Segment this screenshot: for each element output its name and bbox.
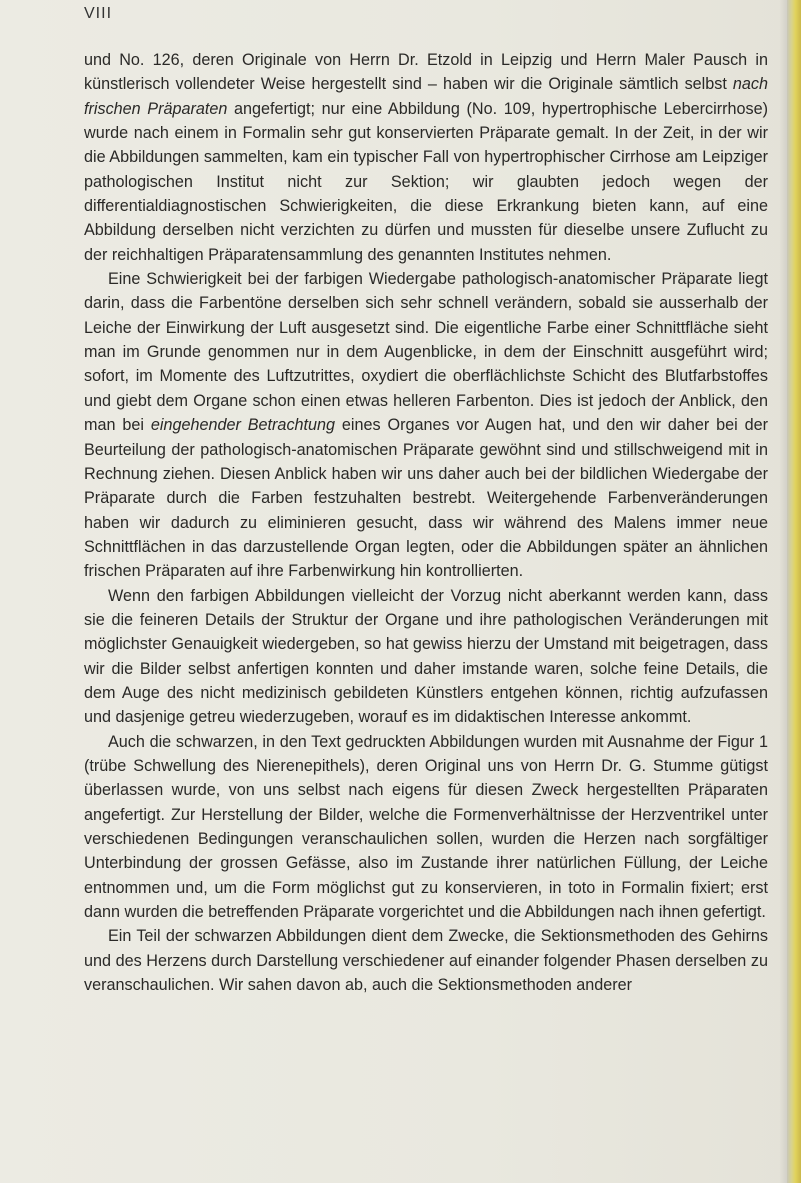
page-number: VIII [84, 5, 113, 22]
paragraph-4 [84, 730, 768, 925]
paragraph-1-text-b: angefertigt; nur eine Abbildung (No. 109, hypertrophische Lebercirrhose) wurde nach einem in Formalin sehr gut konservierten Präparate gemalt. In der Zeit, in der wir die Abbildungen sammelten, kam ein typischer Fall von hypertrophischer Cirrhose am Leipziger pathologischen Institut nicht zur Sektion; wir glaubten jedoch wegen der differentialdiagnostischen Schwierigkeiten, die diese Erkrankung bieten kann, auf eine Abbildung derselben nicht verzichten zu dürfen und mussten für dieselbe unsere Zuflucht zu der reichhaltigen Präparatensammlung des genannten Institutes nehmen. [84, 99, 768, 264]
body-text [84, 48, 768, 997]
paragraph-3 [84, 584, 768, 730]
paragraph-2-emphasis: eingehender Betrachtung [150, 416, 336, 435]
paragraph-1 [84, 48, 768, 267]
page-edge-shadow [779, 0, 787, 1183]
page-edge-stain [787, 0, 801, 1183]
paragraph-1-text-a: und No. 126, deren Originale von Herrn Dr. Etzold in Leipzig und Herrn Maler Pausch in künstlerisch vollendeter Weise hergestellt sind – haben wir die Originale sämtlich selbst [84, 51, 768, 94]
paragraph-2 [84, 267, 768, 583]
paragraph-3-text: Wenn den farbigen Abbildungen vielleicht der Vorzug nicht aberkannt werden kann, dass sie die feineren Details der Struktur der Organe und ihre pathologischen Veränderungen mit möglichster Genauigkeit wiedergeben, so hat gewiss hierzu der Umstand mit beigetragen, dass wir die Bilder selbst anfertigen konnten und daher imstande waren, solche feine Details, die dem Auge des nicht medizinisch gebildeten Künstlers entgehen können, richtig aufzufassen und dasjenige getreu wiederzugeben, worauf es im didaktischen Interesse ankommt. [84, 586, 768, 727]
paragraph-2-text-a: Eine Schwierigkeit bei der farbigen Wiedergabe pathologisch-anatomischer Präparate liegt darin, dass die Farbentöne derselben sich sehr schnell verändern, sobald sie ausserhalb der Leiche der Einwirkung der Luft ausgesetzt sind. Die eigentliche Farbe einer Schnittfläche sieht man im Grunde genommen nur in dem Augenblicke, in dem der Einschnitt ausgeführt wird; sofort, im Momente des Luftzutrittes, oxydiert die oberflächlichste Schicht des Blutfarbstoffes und giebt dem Organe schon einen etwas helleren Farbenton. Dies ist jedoch der Anblick, den man bei [84, 270, 768, 435]
paragraph-4-text: Auch die schwarzen, in den Text gedruckten Abbildungen wurden mit Ausnahme der Figur 1 (trübe Schwellung des Nierenepithels), deren Original uns von Herrn Dr. G. Stumme gütigst überlassen wurde, von uns selbst nach eigens für diesen Zweck hergestellten Präparaten angefertigt. Zur Herstellung der Bilder, welche die Formenverhältnisse der Herzventrikel unter verschiedenen Bedingungen veranschaulichen sollen, wurden die Herzen nach sorgfältiger Unterbindung der grossen Gefässe, also im Zustande ihrer natürlichen Füllung, der Leiche entnommen und, um die Form möglichst gut zu konservieren, in toto in Formalin fixiert; erst dann wurden die betreffenden Präparate vorgerichtet und die Abbildungen nach ihnen gefertigt. [84, 732, 768, 922]
paragraph-5 [84, 924, 768, 997]
paragraph-1-emphasis: nach frischen Präparaten [84, 75, 768, 118]
paragraph-2-text-b: eines Organes vor Augen hat, und den wir daher bei der Beurteilung der pathologisch-anatomischen Präparate gewöhnt sind und stillschweigend mit in Rechnung ziehen. Diesen Anblick haben wir uns daher auch bei der bildlichen Wiedergabe der Präparate durch die Farben festzuhalten bestrebt. Weitergehende Farbenveränderungen haben wir dadurch zu eliminieren gesucht, dass wir während des Malens immer neue Schnittflächen in das darzustellende Organ legten, oder die Abbildungen später an ähnlichen frischen Präparaten auf ihre Farbenwirkung hin kontrollierten. [84, 416, 768, 581]
paragraph-5-text: Ein Teil der schwarzen Abbildungen dient dem Zwecke, die Sektionsmethoden des Gehirns und des Herzens durch Darstellung verschiedener auf einander folgender Phasen derselben zu veranschaulichen. Wir sahen davon ab, auch die Sektionsmethoden anderer [84, 927, 768, 995]
